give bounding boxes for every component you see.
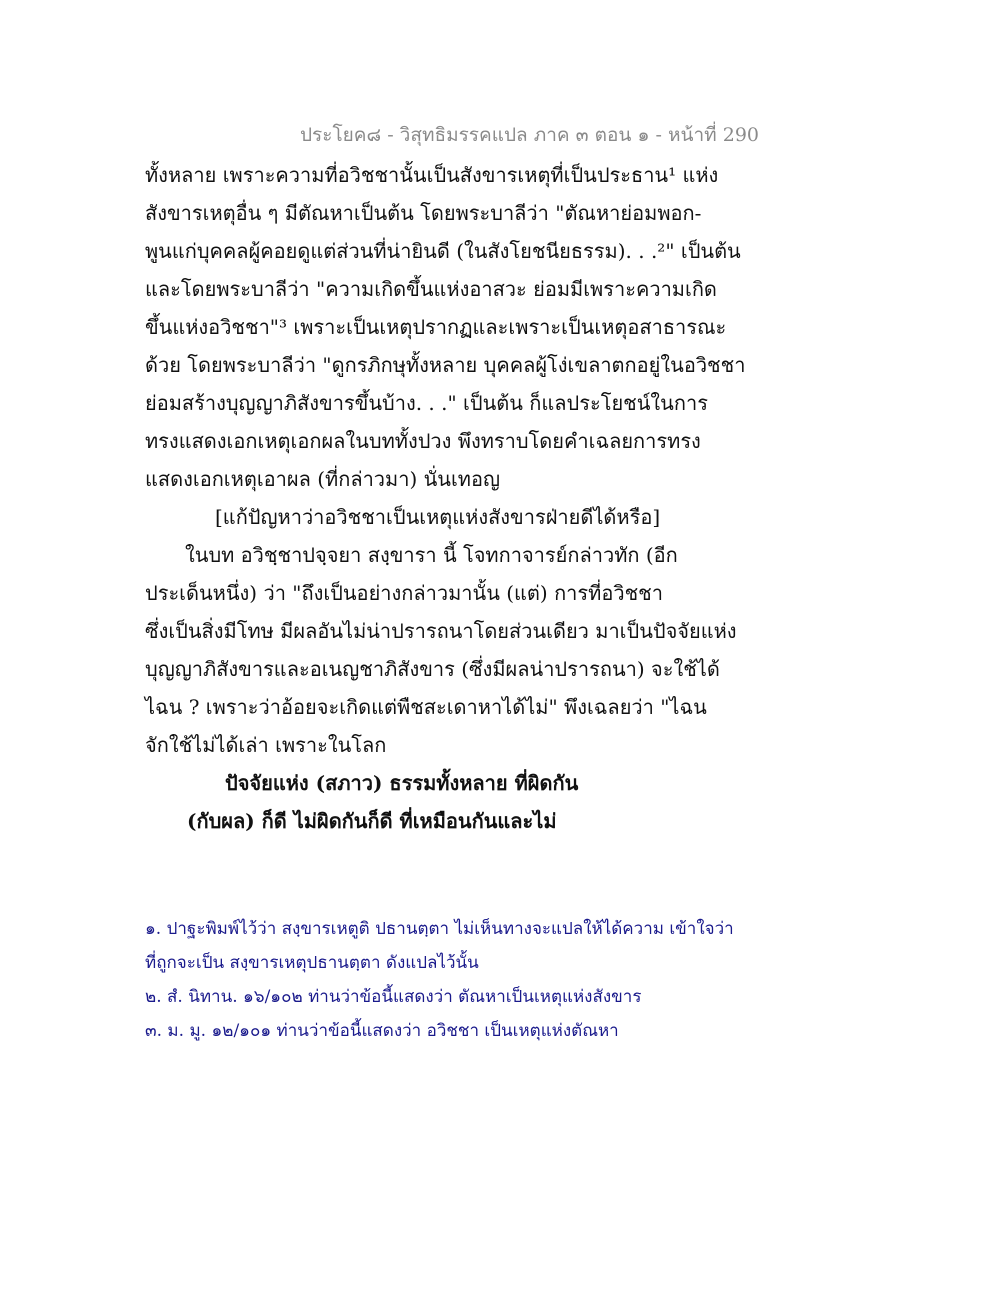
- footnote-line: ที่ถูกจะเป็น สงฺขารเหตุปธานตฺตา ดังแปลไว้นั้น: [145, 953, 479, 973]
- text-line: แสดงเอกเหตุเอาผล (ที่กล่าวมา) นั่นเทอญ: [145, 467, 501, 491]
- text-line: ด้วย โดยพระบาลีว่า "ดูกรภิกษุทั้งหลาย บุคคลผู้โง่เขลาตกอยู่ในอวิชชา: [145, 353, 746, 377]
- verse-line: ปัจจัยแห่ง (สภาว) ธรรมทั้งหลาย ที่ผิดกัน: [225, 771, 579, 795]
- paragraph-line: ประเด็นหนึ่ง) ว่า "ถึงเป็นอย่างกล่าวมานั้น (แต่) การที่อวิชชา: [145, 581, 663, 605]
- text-line: ทั้งหลาย เพราะความที่อวิชชานั้นเป็นสังขารเหตุที่เป็นประธาน¹ แห่ง: [145, 163, 719, 187]
- text-line: และโดยพระบาลีว่า "ความเกิดขึ้นแห่งอาสวะ ย่อมมีเพราะความเกิด: [145, 277, 717, 301]
- verse-line: (กับผล) ก็ดี ไม่ผิดกันก็ดี ที่เหมือนกันและไม่: [187, 809, 557, 833]
- paragraph-line: ซึ่งเป็นสิ่งมีโทษ มีผลอันไม่น่าปรารถนาโดยส่วนเดียว มาเป็นปัจจัยแห่ง: [145, 619, 737, 643]
- text-line: พูนแก่บุคคลผู้คอยดูแต่ส่วนที่น่ายินดี (ในสังโยชนียธรรม). . .²" เป็นต้น: [145, 239, 741, 263]
- footnote-line: ๓. ม. มู. ๑๒/๑๐๑ ท่านว่าข้อนี้แสดงว่า อวิชชา เป็นเหตุแห่งตัณหา: [145, 1021, 619, 1041]
- text-line: ขึ้นแห่งอวิชชา"³ เพราะเป็นเหตุปรากฏและเพราะเป็นเหตุอสาธารณะ: [145, 315, 727, 339]
- paragraph-line: บุญญาภิสังขารและอเนญชาภิสังขาร (ซึ่งมีผลน่าปรารถนา) จะใช้ได้: [145, 657, 720, 681]
- footnotes: [145, 912, 765, 1048]
- text-line: สังขารเหตุอื่น ๆ มีตัณหาเป็นต้น โดยพระบาลีว่า "ตัณหาย่อมพอก-: [145, 201, 702, 225]
- footnote-line: ๒. สํ. นิทาน. ๑๖/๑๐๒ ท่านว่าข้อนี้แสดงว่า ตัณหาเป็นเหตุแห่งสังขาร: [145, 987, 642, 1007]
- footnote-line: ๑. ปาฐะพิมพ์ไว้ว่า สงฺขารเหตูติ ปธานตฺตา ไม่เห็นทางจะแปลให้ได้ความ เข้าใจว่า: [145, 919, 734, 939]
- text-line: ทรงแสดงเอกเหตุเอกผลในบททั้งปวง พึงทราบโดยคำเฉลยการทรง: [145, 429, 701, 453]
- main-text: [145, 156, 745, 840]
- text-line: ย่อมสร้างบุญญาภิสังขารขึ้นบ้าง. . ." เป็นต้น ก็แลประโยชน์ในการ: [145, 391, 708, 415]
- paragraph-line: ไฉน ? เพราะว่าอ้อยจะเกิดแต่พืชสะเดาหาได้ไม่" พึงเฉลยว่า "ไฉน: [145, 695, 707, 719]
- running-header: [300, 121, 760, 149]
- paragraph-line: จักใช้ไม่ได้เล่า เพราะในโลก: [145, 733, 387, 757]
- running-title: ประโยค๘ - วิสุทธิมรรคแปล ภาค ๓ ตอน ๑ - หน้าที่ 290: [300, 124, 760, 146]
- section-subheading: [แก้ปัญหาว่าอวิชชาเป็นเหตุแห่งสังขารฝ่ายดีได้หรือ]: [215, 505, 661, 529]
- paragraph-line: ในบท อวิชฺชาปจฺจยา สงฺขารา นี้ โจทกาจารย์กล่าวทัก (อีก: [185, 543, 678, 567]
